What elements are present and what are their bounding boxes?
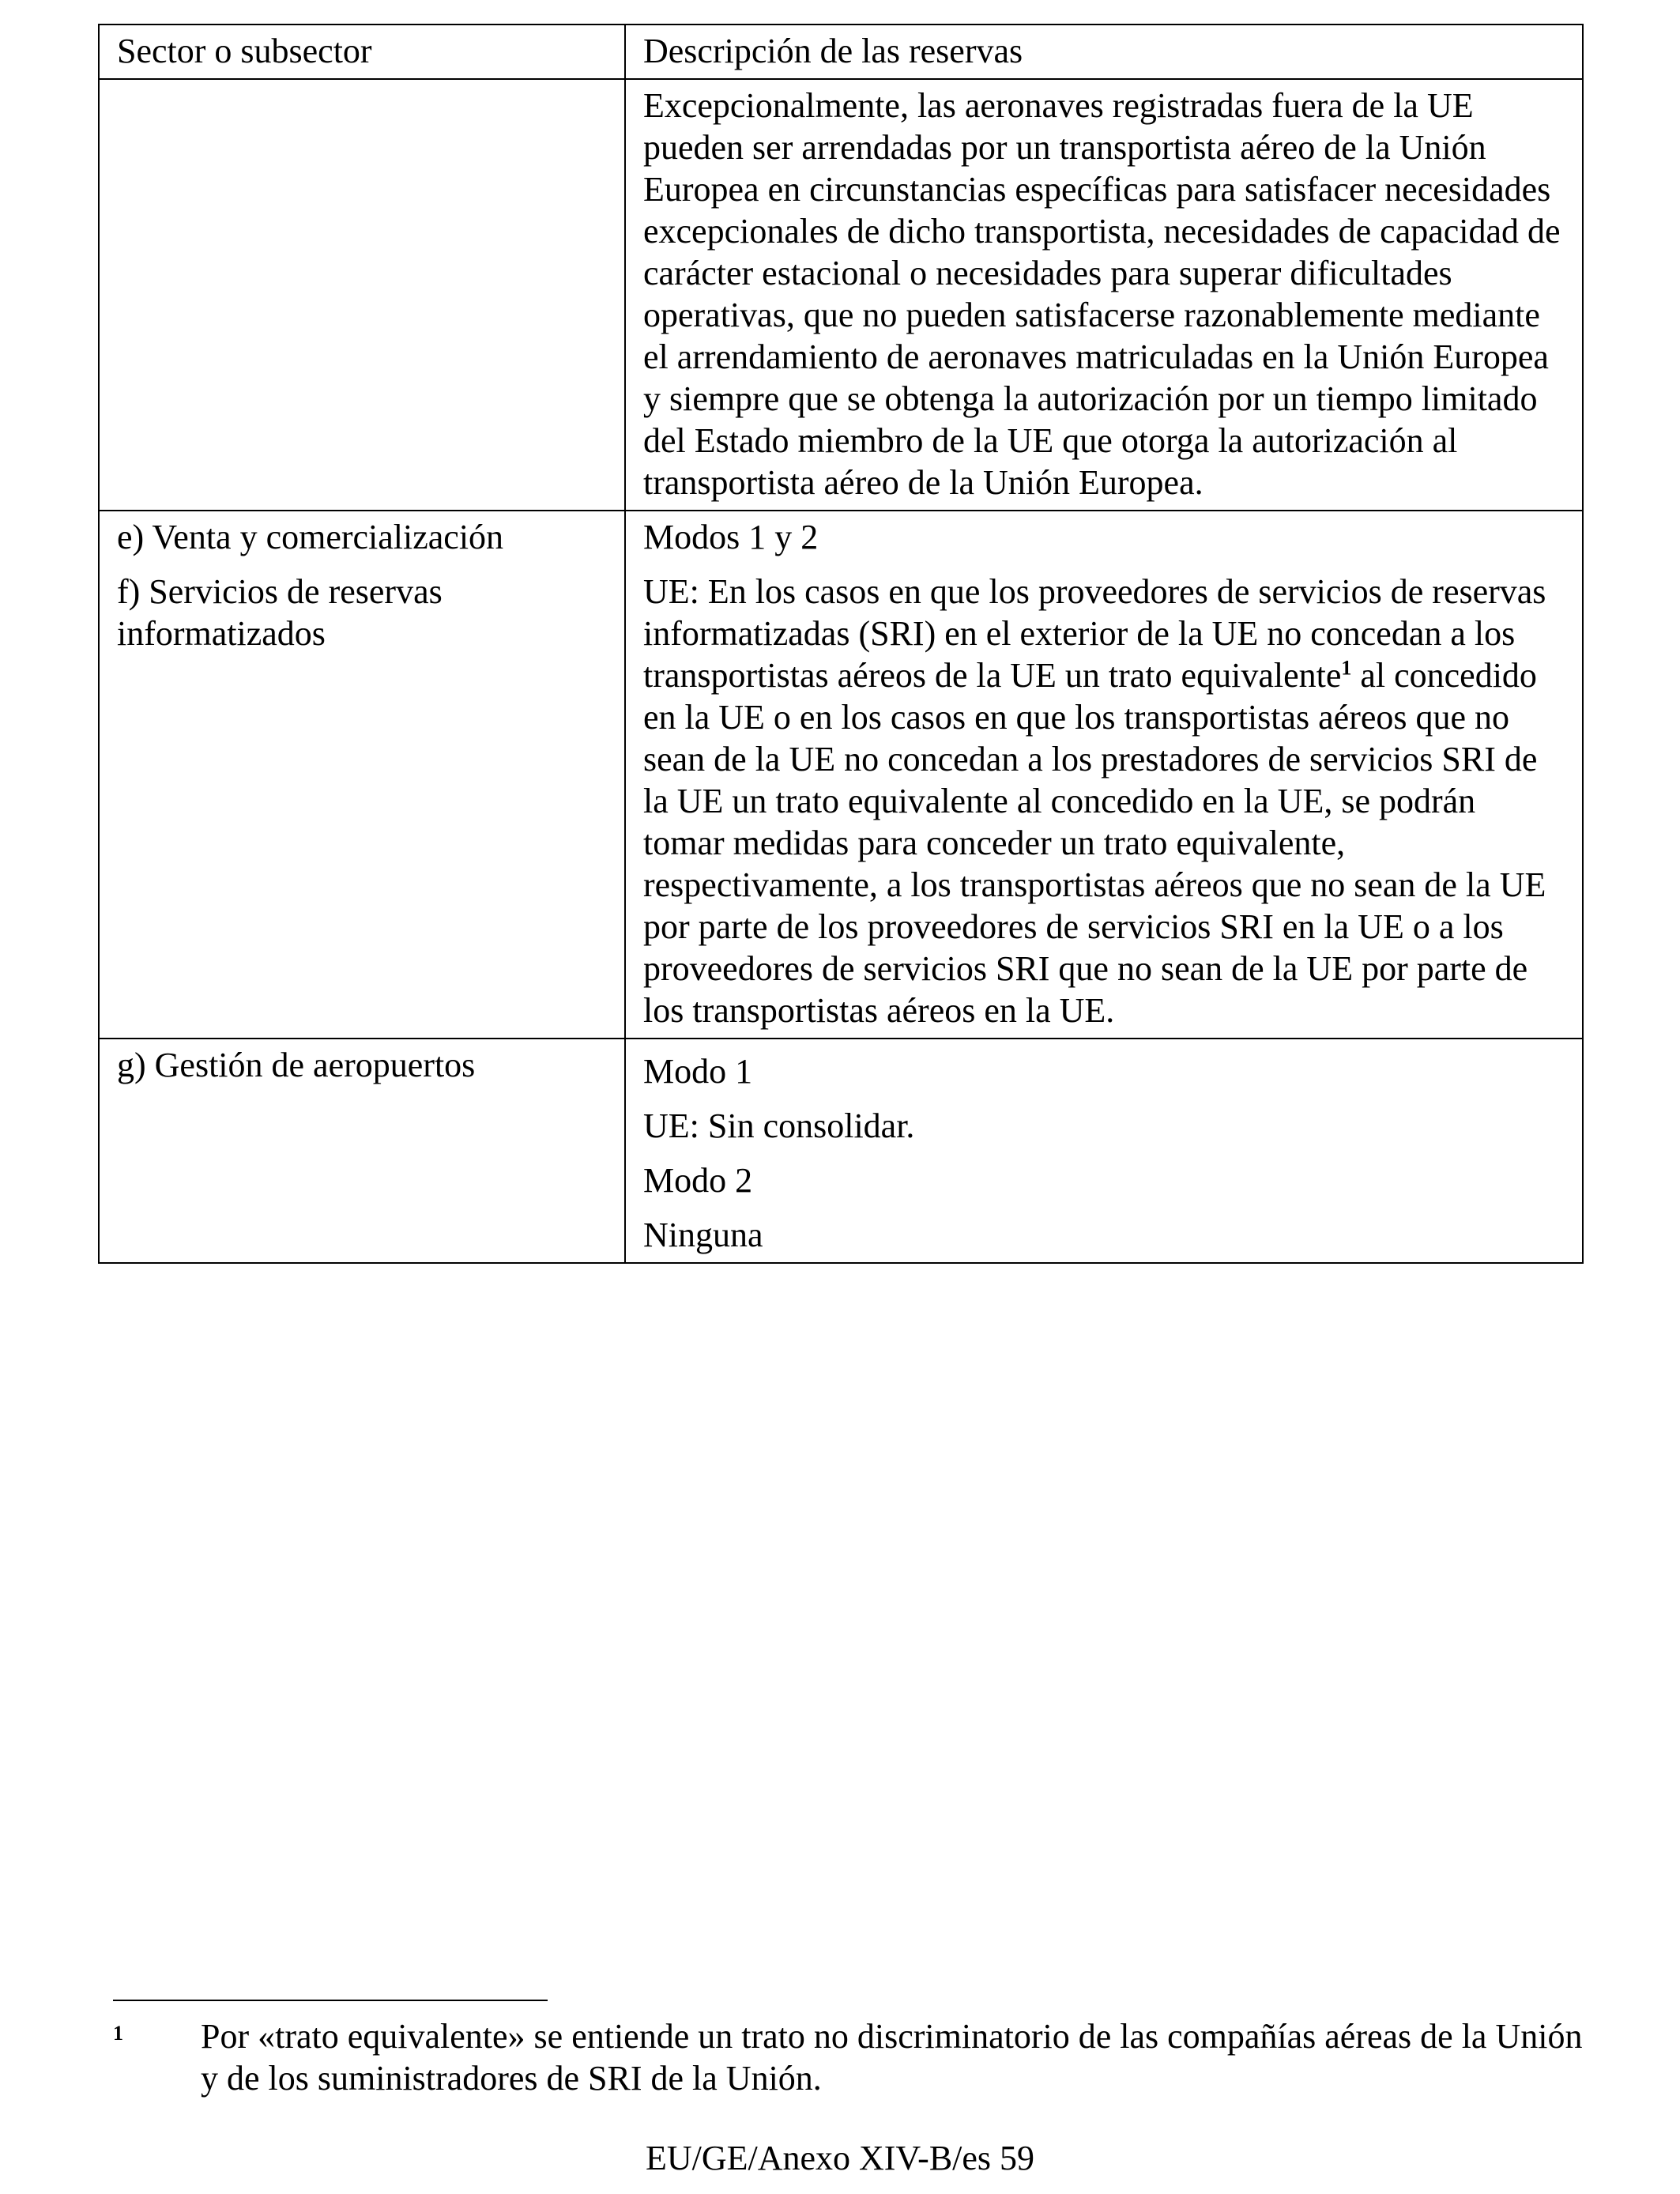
row-sector-cell <box>99 1039 625 1263</box>
description-paragraph <box>643 571 1565 1031</box>
row-sector-cell <box>99 511 625 1039</box>
mode-label: Modos 1 y 2 <box>643 518 819 556</box>
description-paragraph: UE: Sin consolidar. <box>643 1106 915 1145</box>
sector-label: e) Venta y comercialización <box>117 518 504 556</box>
footnote-reference[interactable]: 1 <box>1341 656 1352 680</box>
header-sector: Sector o subsector <box>99 25 625 79</box>
description-paragraph: Excepcionalmente, las aeronaves registradas fuera de la UE pueden ser arrendadas por un transportista aéreo de la Unión Europea en circunstancias específicas para satisfacer necesidades excepcionales de dicho transportista, necesidades de capacidad de carácter estacional o necesidades para superar dificultades operativas, que no pueden satisfacerse razonablemente mediante el arrendamiento de aeronaves matriculadas en la Unión Europea y siempre que se obtenga la autorización por un tiempo limitado del Estado miembro de la UE que otorga la autorización al transportista aéreo de la Unión Europea. <box>643 86 1561 502</box>
description-text: UE: En los casos en que los proveedores de servicios de reservas informatizadas (SRI) en el exterior de la UE no concedan a los transportistas aéreos de la UE un trato equivalente <box>643 572 1546 695</box>
footnote-text: Por «trato equivalente» se entiende un trato no discriminatorio de las compañías aéreas de la Unión y de los suministradores de SRI de la Unión. <box>201 2017 1583 2098</box>
row-description-cell <box>625 511 1583 1039</box>
description-paragraph: Ninguna <box>643 1216 763 1254</box>
reservations-table <box>98 24 1584 1264</box>
header-description: Descripción de las reservas <box>625 25 1583 79</box>
mode-label: Modo 2 <box>643 1161 753 1200</box>
table-row <box>99 511 1583 1039</box>
sector-label: f) Servicios de reservas informatizados <box>117 572 443 653</box>
mode-label: Modo 1 <box>643 1052 753 1091</box>
footnote-separator <box>113 2000 548 2001</box>
table-row <box>99 1039 1583 1263</box>
row-description-cell <box>625 1039 1583 1263</box>
page-identifier: EU/GE/Anexo XIV-B/es 59 <box>645 2139 1035 2177</box>
table-row <box>99 79 1583 511</box>
row-description-cell <box>625 79 1583 511</box>
row-sector-cell <box>99 79 625 511</box>
table-header-row <box>99 25 1583 79</box>
footnote-marker: 1 <box>113 2022 123 2045</box>
description-text: al concedido en la UE o en los casos en que los transportistas aéreos que no sean de la UE no concedan a los prestadores de servicios SRI de la UE un trato equivalente al concedido en la UE, se podrán tomar medidas para conceder un trato equivalente, respectivamente, a los transportistas aéreos que no sean de la UE por parte de los proveedores de servicios SRI en la UE o a los proveedores de servicios SRI que no sean de la UE por parte de los transportistas aéreos en la UE. <box>643 656 1546 1030</box>
sector-label: g) Gestión de aeropuertos <box>117 1046 476 1084</box>
